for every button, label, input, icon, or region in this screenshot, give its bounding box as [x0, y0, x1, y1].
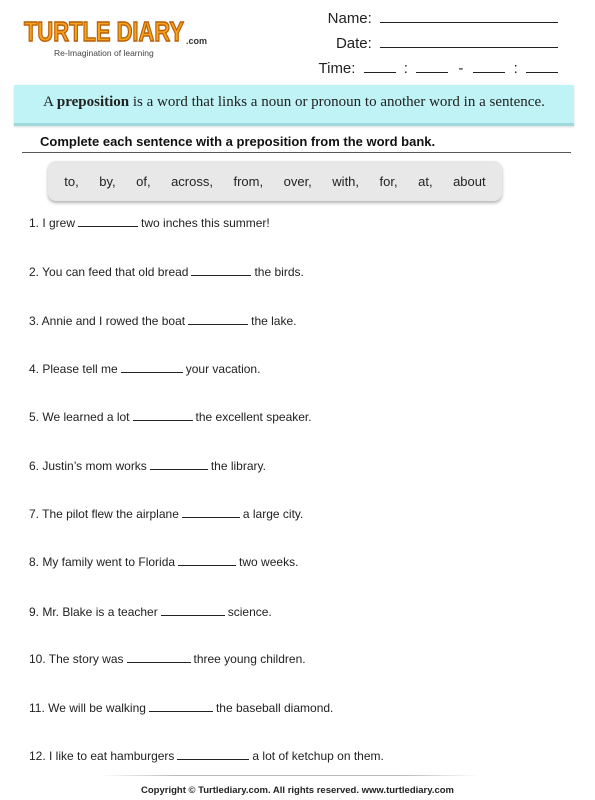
question-text-after: a large city. — [242, 507, 304, 521]
question-text-after: the baseball diamond. — [215, 701, 334, 715]
definition-prefix: A — [43, 94, 54, 110]
answer-blank[interactable] — [191, 264, 251, 276]
name-field[interactable] — [380, 8, 558, 23]
logo-tagline: Re-Imagination of learning — [54, 48, 154, 58]
answer-blank[interactable] — [161, 604, 225, 616]
question-text-before: 11. We will be walking — [29, 701, 146, 715]
instruction-divider — [22, 152, 571, 153]
question-text-after: the excellent speaker. — [195, 410, 312, 424]
question-item — [29, 651, 306, 666]
answer-blank[interactable] — [188, 313, 248, 325]
answer-blank[interactable] — [149, 700, 213, 712]
question-item — [29, 313, 297, 328]
date-row — [336, 33, 558, 52]
question-item — [29, 361, 260, 376]
time-colon-start: : — [403, 60, 408, 77]
time-end-minutes-field[interactable] — [526, 58, 558, 73]
answer-blank[interactable] — [133, 409, 193, 421]
word-bank-item: from, — [233, 173, 264, 189]
logo-wordmark — [22, 10, 187, 50]
question-text-after: two inches this summer! — [141, 216, 270, 230]
question-text-before: 3. Annie and I rowed the boat — [29, 314, 186, 328]
answer-blank[interactable] — [177, 748, 249, 760]
question-text-after: your vacation. — [185, 362, 261, 376]
time-label: Time: — [318, 60, 356, 77]
word-bank — [48, 161, 502, 201]
word-bank-item: at, — [418, 173, 433, 189]
answer-blank[interactable] — [121, 361, 183, 373]
definition-box — [14, 85, 574, 126]
date-field[interactable] — [380, 33, 558, 48]
question-text-after: three young children. — [193, 652, 306, 666]
time-row — [319, 58, 559, 77]
question-text-after: the library. — [210, 459, 266, 473]
answer-blank[interactable] — [150, 458, 208, 470]
logo-suffix: .com — [186, 36, 208, 46]
question-text-after: the lake. — [251, 314, 297, 328]
question-text-after: a lot of ketchup on them. — [252, 749, 384, 763]
definition-text: is a word that links a noun or pronoun to another word in a sentence. — [132, 94, 545, 110]
question-text-before: 12. I like to eat hamburgers — [29, 749, 175, 763]
question-text-before: 7. The pilot flew the airplane — [29, 507, 179, 521]
question-text-before: 4. Please tell me — [29, 362, 118, 376]
word-bank-item: across, — [171, 173, 213, 189]
name-row — [328, 8, 558, 27]
question-item — [29, 458, 266, 473]
word-bank-item: over, — [283, 173, 312, 189]
copyright-footer: Copyright © Turtlediary.com. All rights reserved. www.turtlediary.com — [141, 785, 454, 796]
time-start-hours-field[interactable] — [364, 58, 396, 73]
turtle-diary-logo — [22, 10, 212, 62]
question-text-before: 10. The story was — [29, 652, 124, 666]
question-text-before: 5. We learned a lot — [29, 410, 130, 424]
answer-blank[interactable] — [178, 554, 236, 566]
question-text-before: 2. You can feed that old bread — [29, 265, 189, 279]
question-text-after: the birds. — [254, 265, 304, 279]
answer-blank[interactable] — [182, 506, 240, 518]
word-bank-item: for, — [379, 173, 398, 189]
time-dash: - — [458, 60, 464, 77]
word-bank-item: about — [453, 173, 486, 189]
footer-divider — [100, 775, 480, 776]
question-item — [29, 748, 384, 763]
word-bank-item: of, — [136, 173, 151, 189]
question-text-before: 9. Mr. Blake is a teacher — [29, 605, 158, 619]
answer-blank[interactable] — [78, 215, 138, 227]
question-text-before: 6. Justin’s mom works — [29, 459, 147, 473]
time-end-hours-field[interactable] — [473, 58, 505, 73]
question-text-before: 8. My family went to Florida — [29, 555, 176, 569]
question-item — [29, 264, 304, 279]
question-text-before: 1. I grew — [29, 216, 76, 230]
word-bank-item: with, — [332, 173, 360, 189]
time-start-minutes-field[interactable] — [416, 58, 448, 73]
word-bank-item: to, — [64, 173, 79, 189]
question-item — [29, 554, 298, 569]
word-bank-item: by, — [99, 173, 116, 189]
time-colon-end: : — [513, 60, 518, 77]
name-label: Name: — [327, 10, 372, 27]
question-item — [29, 604, 272, 619]
instruction-text: Complete each sentence with a preposition from the word bank. — [40, 134, 436, 149]
question-text-after: science. — [227, 605, 272, 619]
definition-term: preposition — [56, 94, 130, 110]
question-item — [29, 215, 270, 230]
question-item — [29, 506, 303, 521]
question-item — [29, 700, 333, 715]
answer-blank[interactable] — [127, 651, 191, 663]
logo-text: TURTLE DIARY — [24, 16, 185, 47]
question-item — [29, 409, 312, 424]
question-text-after: two weeks. — [239, 555, 299, 569]
date-label: Date: — [335, 35, 372, 52]
